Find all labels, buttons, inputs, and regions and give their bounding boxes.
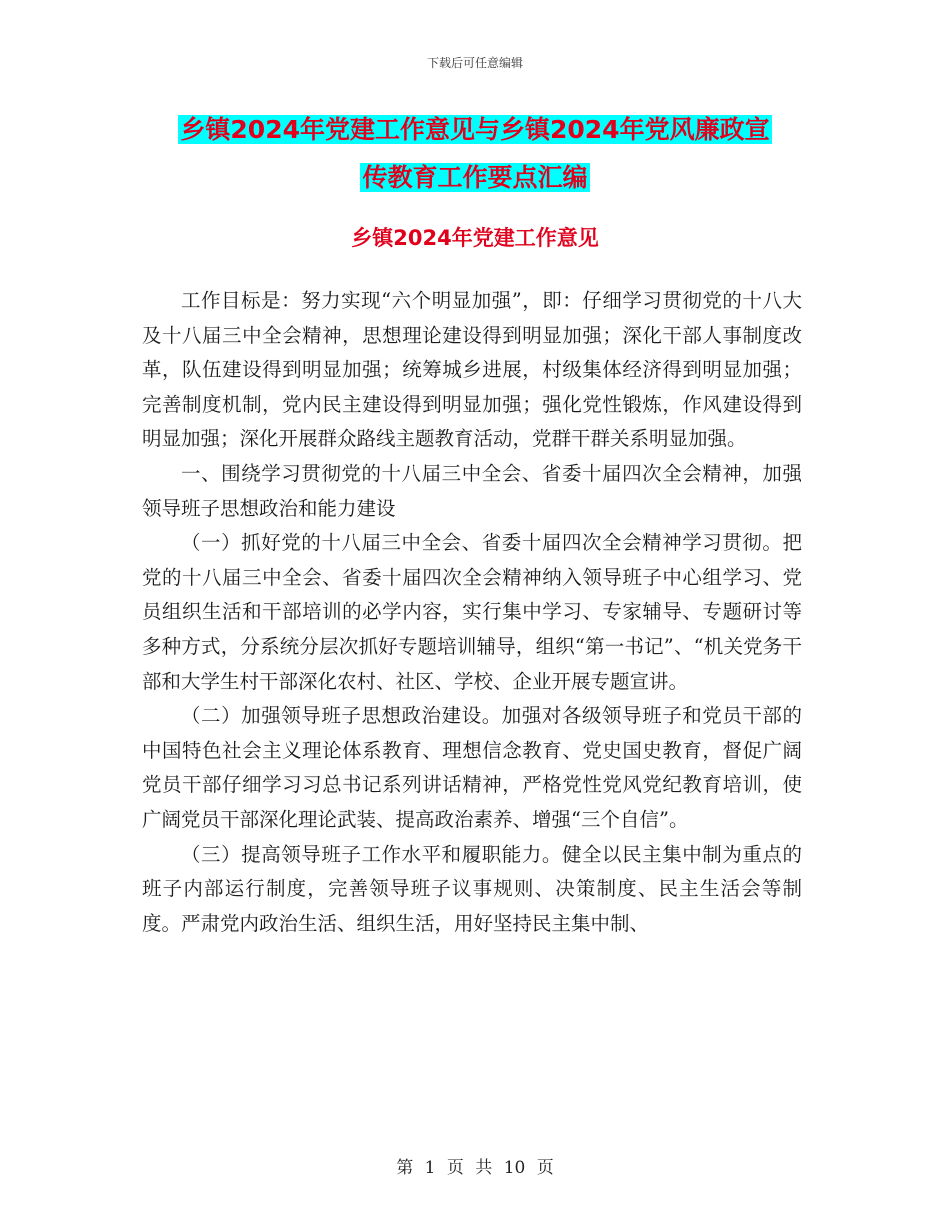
paragraph-item-1: （一）抓好党的十八届三中全会、省委十届四次全会精神学习贯彻。把党的十八届三中全会、省委十届四次全会精神纳入领导班子中心组学习、党员组织生活和干部培训的必学内容，实行集中学习、专家辅导、专题研讨等多种方式，分系统分层次抓好专题培训辅导，组织“第一书记”、“机关党务干部和大学生村干部深化农村、社区、学校、企业开展专题宣讲。 [142,531,802,693]
header-note: 下载后可任意编辑 [426,56,523,70]
section-title: 乡镇2024年党建工作意见 [351,226,599,250]
document-title [150,106,800,202]
paragraph-heading-1: 一、围绕学习贯彻党的十八届三中全会、省委十届四次全会精神，加强领导班子思想政治和能力建设 [142,461,802,520]
document-body [142,284,802,941]
paragraph-goals: 工作目标是：努力实现“六个明显加强”，即：仔细学习贯彻党的十八大及十八届三中全会精神，思想理论建设得到明显加强；深化干部人事制度改革，队伍建设得到明显加强；统筹城乡进展，村级集体经济得到明显加强；完善制度机制，党内民主建设得到明显加强；强化党性锻炼，作风建设得到明显加强；深化开展群众路线主题教育活动，党群干群关系明显加强。 [142,289,802,451]
title-line-2: 传教育工作要点汇编 [362,163,588,192]
paragraph-item-3: （三）提高领导班子工作水平和履职能力。健全以民主集中制为重点的班子内部运行制度，完善领导班子议事规则、决策制度、民主生活会等制度。严肃党内政治生活、组织生活，用好坚持民主集中制、 [142,842,802,935]
paragraph-item-2: （二）加强领导班子思想政治建设。加强对各级领导班子和党员干部的中国特色社会主义理论体系教育、理想信念教育、党史国史教育，督促广阔党员干部仔细学习习总书记系列讲话精神，严格党性党风党纪教育培训，使广阔党员干部深化理论武装、提高政治素养、增强“三个自信”。 [142,704,802,831]
page-footer: 第 1 页 共 10 页 [396,1158,554,1178]
title-line-1: 乡镇2024年党建工作意见与乡镇2024年党风廉政宣 [180,115,770,144]
